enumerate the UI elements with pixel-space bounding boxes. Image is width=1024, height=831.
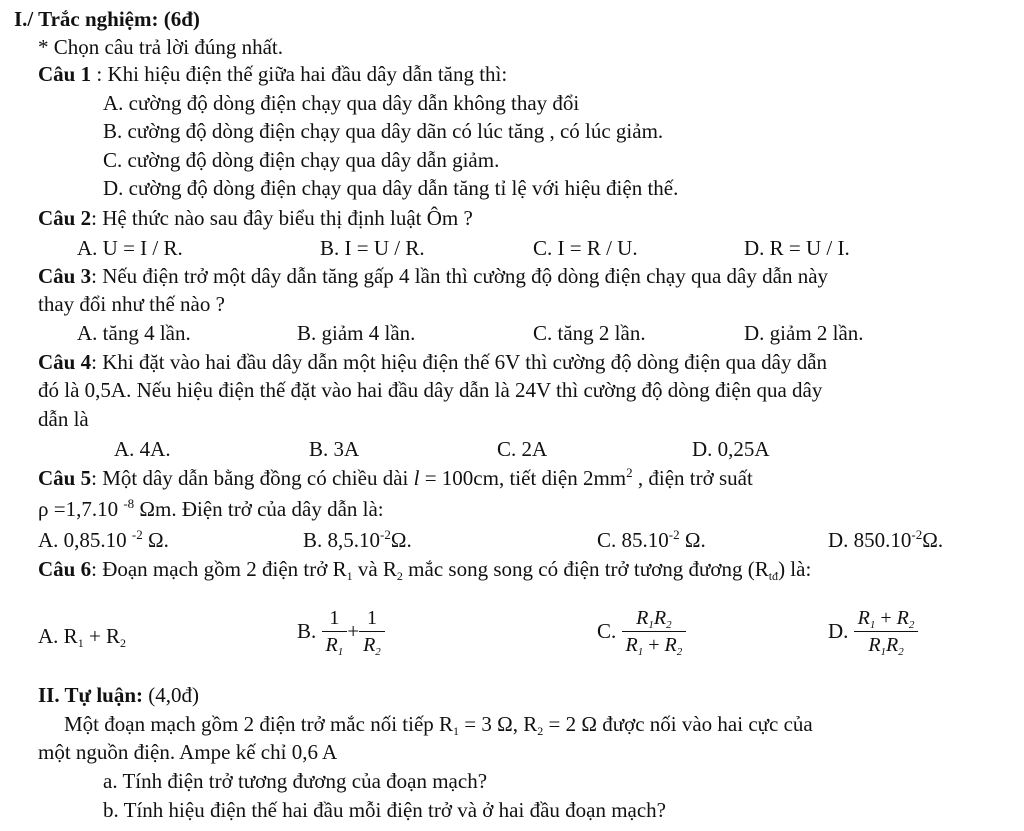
q6-option-a: A. $R_1 + R_2$ xyxy=(38,624,127,650)
part1-title: I./ Trắc nghiệm: (6đ) xyxy=(14,7,200,31)
q3-option-b: B. giảm 4 lần. xyxy=(297,321,416,345)
question-6: Câu 6: Đoạn mạch gồm 2 điện trở $R_1$ và $R_2$ mắc song song có điện trở tương đương $(R_{tđ})$ là: xyxy=(38,557,812,583)
part2-question-a: a. Tính điện trở tương đương của đoạn mạch? xyxy=(103,769,488,793)
q2-option-c: C. I = R / U. xyxy=(533,236,638,260)
fraction-product-over-sum: $\frac{R_1R_2}{R_1 + R_2}$ xyxy=(622,608,687,655)
question-4-label: Câu 4 xyxy=(38,350,92,374)
part2-problem-line1: Một đoạn mạch gồm 2 điện trở mắc nối tiếp $R_1 = 3$ Ω, $R_2 = 2$ Ω được nối vào hai cực của xyxy=(64,712,813,738)
part1-instruction: * Chọn câu trả lời đúng nhất. xyxy=(38,35,283,59)
q3-option-c: C. tăng 2 lần. xyxy=(533,321,646,345)
q5-option-a: A. 0,85.10 $^{-2}$ Ω. xyxy=(38,527,169,552)
question-3-label: Câu 3 xyxy=(38,264,92,288)
q5-option-d: D. $850.10^{-2}\Omega$. xyxy=(828,527,944,552)
q1-option-d: D. cường độ dòng điện chạy qua dây dẫn tăng tỉ lệ với hiệu điện thế. xyxy=(103,176,679,200)
question-6-label: Câu 6 xyxy=(38,557,92,581)
question-4-line3: dẫn là xyxy=(38,407,89,431)
question-1-label: Câu 1 xyxy=(38,62,92,86)
question-1: Câu 1 : Khi hiệu điện thế giữa hai đầu dây dẫn tăng thì: xyxy=(38,62,508,86)
question-4: Câu 4: Khi đặt vào hai đầu dây dẫn một hiệu điện thế 6V thì cường độ dòng điện qua dây dẫn xyxy=(38,350,828,374)
question-2: Câu 2: Hệ thức nào sau đây biểu thị định luật Ôm ? xyxy=(38,206,473,230)
fraction-1-over-r2: $\frac{1}{R_2}$ xyxy=(359,608,385,655)
part2-title: II. Tự luận: (4,0đ) xyxy=(38,683,200,707)
question-4-line2: đó là 0,5A. Nếu hiệu điện thế đặt vào hai đầu dây dẫn là 24V thì cường độ dòng điện qua dây xyxy=(38,378,823,402)
q3-option-d: D. giảm 2 lần. xyxy=(744,321,864,345)
fraction-sum-over-product: $\frac{R_1 + R_2}{R_1R_2}$ xyxy=(854,608,919,655)
q2-option-a: A. U = I / R. xyxy=(77,236,183,260)
q4-option-b: B. 3A xyxy=(309,437,360,461)
q4-option-a: A. 4A. xyxy=(114,437,171,461)
fraction-1-over-r1: $\frac{1}{R_1}$ xyxy=(322,608,348,655)
q2-option-b: B. I = U / R. xyxy=(320,236,425,260)
question-3: Câu 3: Nếu điện trở một dây dẫn tăng gấp 4 lần thì cường độ dòng điện chạy qua dây dẫn này xyxy=(38,264,829,288)
question-2-label: Câu 2 xyxy=(38,206,92,230)
question-3-line2: thay đổi như thế nào ? xyxy=(38,292,225,316)
part2-question-b: b. Tính hiệu điện thế hai đầu mỗi điện trở và ở hai đầu đoạn mạch? xyxy=(103,798,667,822)
q6-option-d: D. $\frac{R_1 + R_2}{R_1R_2}$ xyxy=(828,608,918,655)
q4-option-d: D. 0,25A xyxy=(692,437,770,461)
q1-option-c: C. cường độ dòng điện chạy qua dây dẫn giảm. xyxy=(103,148,500,172)
q5-option-b: B. $8,5.10^{-2}\Omega$. xyxy=(303,527,412,552)
q6-option-c: C. $\frac{R_1R_2}{R_1 + R_2}$ xyxy=(597,608,686,655)
q5-option-c: C. $85.10^{-2}$ Ω. xyxy=(597,527,706,552)
q6-option-b: B. $\frac{1}{R_1}$ + $\frac{1}{R_2}$ xyxy=(297,608,385,655)
q4-option-c: C. 2A xyxy=(497,437,548,461)
q1-option-a: A. cường độ dòng điện chạy qua dây dẫn không thay đổi xyxy=(103,91,580,115)
part2-problem-line2: một nguồn điện. Ampe kế chỉ 0,6 A xyxy=(38,740,338,764)
q2-option-d: D. R = U / I. xyxy=(744,236,850,260)
q1-option-b: B. cường độ dòng điện chạy qua dây dãn có lúc tăng , có lúc giảm. xyxy=(103,119,664,143)
question-5: Câu 5: Một dây dẫn bằng đồng có chiều dài l = 100cm, tiết diện $2mm^2$ , điện trở suất xyxy=(38,465,753,490)
q3-option-a: A. tăng 4 lần. xyxy=(77,321,191,345)
question-5-label: Câu 5 xyxy=(38,466,92,490)
question-5-line2: ρ =1,7.10 $^{-8}$ Ωm. Điện trở của dây dẫn là: xyxy=(38,496,384,521)
